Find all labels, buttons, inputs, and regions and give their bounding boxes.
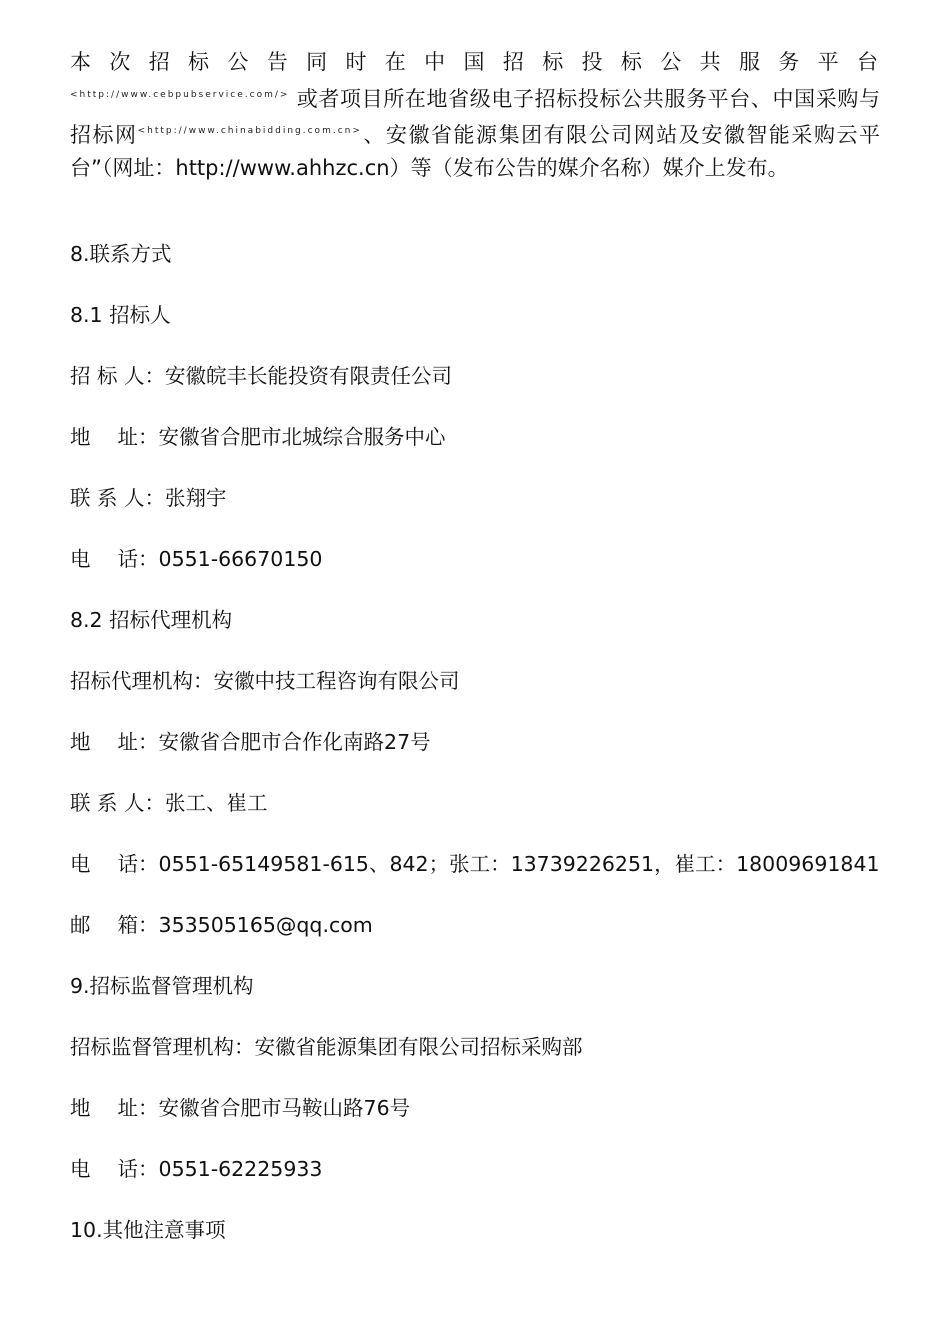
chinabidding-link[interactable]: <http://www.chinabidding.com.cn> xyxy=(137,126,362,136)
tenderer-phone-label: 电 话： xyxy=(70,547,159,571)
agency-name-label: 招标代理机构： xyxy=(70,669,214,693)
agency-email-row xyxy=(70,911,373,939)
notice-text-2: 、安徽省能源集团有限公司网站及安徽智能采购云平台”（网址：http://www.ahhzc.cn）等（发布公告的媒介名称）媒介上发布。 xyxy=(70,123,881,180)
supervision-address-label: 地 址： xyxy=(70,1096,159,1120)
publication-notice-paragraph xyxy=(70,46,880,184)
supervision-phone-label: 电 话： xyxy=(70,1157,159,1181)
supervision-address: 安徽省合肥市马鞍山路76号 xyxy=(158,1096,411,1120)
section-10-heading: 10.其他注意事项 xyxy=(70,1218,226,1242)
supervision-name-row xyxy=(70,1033,583,1061)
agency-phone-label: 电 话： xyxy=(70,852,159,876)
tenderer-phone: 0551-66670150 xyxy=(158,547,323,571)
agency-address: 安徽省合肥市合作化南路27号 xyxy=(158,730,431,754)
agency-contact: 张工、崔工 xyxy=(165,791,268,815)
agency-contact-row xyxy=(70,789,268,817)
section-8-heading: 8.联系方式 xyxy=(70,242,172,266)
notice-first-line: 本次招标公告同时在中国招标投标公共服务平台 xyxy=(70,50,880,74)
supervision-phone: 0551-62225933 xyxy=(158,1157,323,1181)
agency-name: 安徽中技工程咨询有限公司 xyxy=(213,669,460,693)
section-8-2-heading: 8.2 招标代理机构 xyxy=(70,608,233,632)
agency-address-row xyxy=(70,728,431,756)
tenderer-contact: 张翔宇 xyxy=(165,486,227,510)
tenderer-contact-label: 联 系 人： xyxy=(70,486,166,510)
tenderer-address-label: 地 址： xyxy=(70,425,159,449)
agency-name-row xyxy=(70,667,460,695)
tenderer-name: 安徽皖丰长能投资有限责任公司 xyxy=(165,364,453,388)
section-9-heading: 9.招标监督管理机构 xyxy=(70,974,254,998)
supervision-address-row xyxy=(70,1094,410,1122)
agency-phone: 0551-65149581-615、842；张工：13739226251，崔工：18009691841 xyxy=(158,852,880,876)
cebpubservice-link[interactable]: <http://www.cebpubservice.com/> xyxy=(70,89,290,100)
section-8-1-heading: 8.1 招标人 xyxy=(70,303,171,327)
agency-phone-row xyxy=(70,850,880,878)
supervision-phone-row xyxy=(70,1155,322,1183)
agency-email-label: 邮 箱： xyxy=(70,913,159,937)
supervision-name: 安徽省能源集团有限公司招标采购部 xyxy=(254,1035,583,1059)
supervision-name-label: 招标监督管理机构： xyxy=(70,1035,255,1059)
tenderer-phone-row xyxy=(70,545,322,573)
notice-text-1: 或者项目所在地省级电子招标投标公共服务平台、中国采购与招标网 xyxy=(70,86,880,147)
tenderer-name-row xyxy=(70,362,452,390)
tenderer-contact-row xyxy=(70,484,227,512)
tenderer-address-row xyxy=(70,423,446,451)
tenderer-address: 安徽省合肥市北城综合服务中心 xyxy=(158,425,446,449)
agency-address-label: 地 址： xyxy=(70,730,159,754)
tenderer-name-label: 招 标 人： xyxy=(70,364,166,388)
agency-contact-label: 联 系 人： xyxy=(70,791,166,815)
agency-email[interactable]: 353505165@qq.com xyxy=(158,913,373,937)
